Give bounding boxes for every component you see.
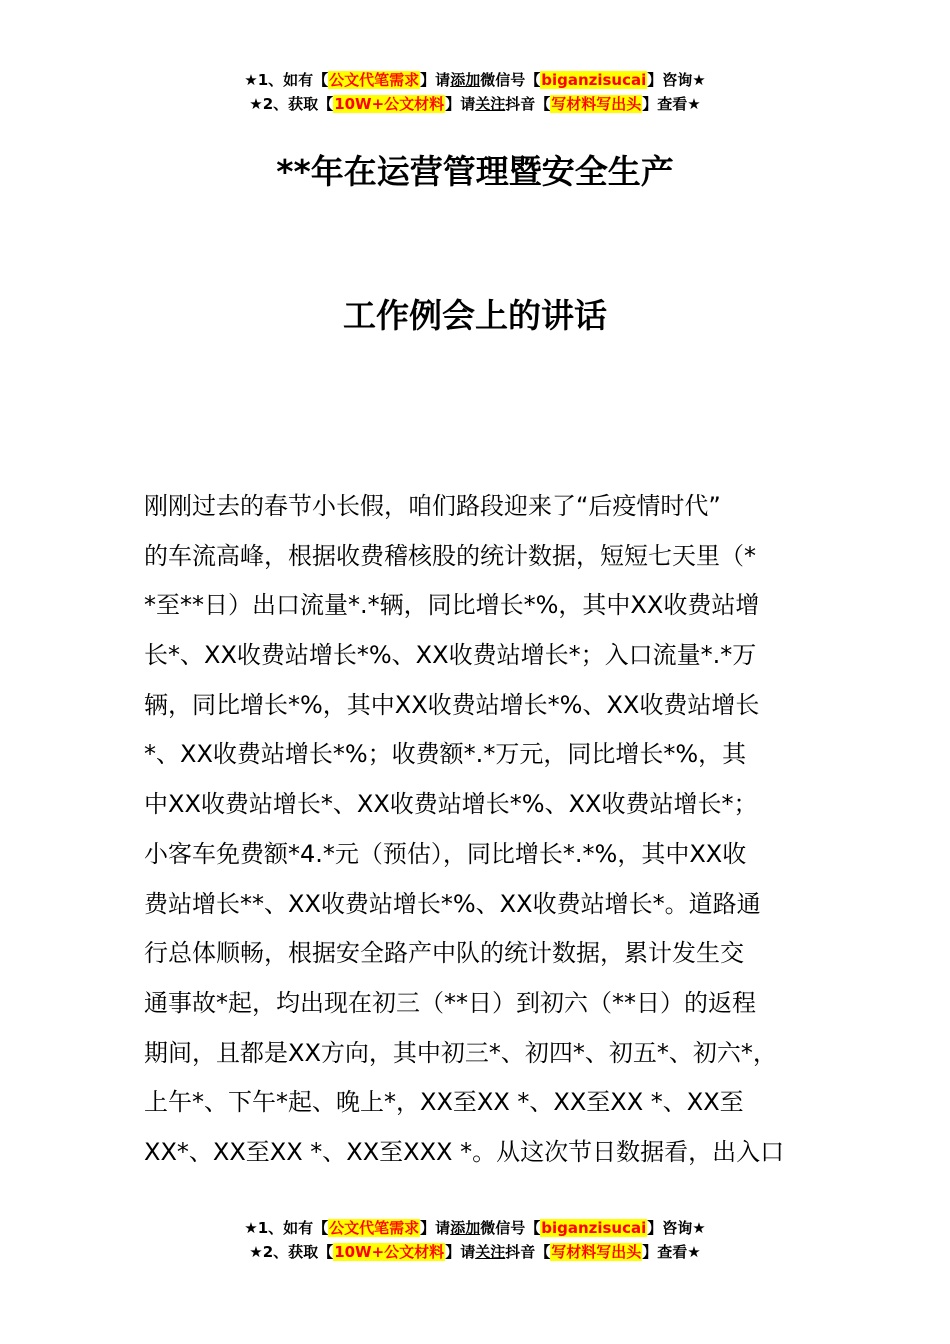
banner-highlight: 写材料写出头 [551,1243,642,1261]
banner-text: ★1、如有【 [244,71,329,89]
document-title-line-1: **年在运营管理暨安全生产 [276,152,674,191]
banner-highlight: 公文代笔需求 [329,1219,420,1237]
body-line: 费站增长**、XX收费站增长*%、XX收费站增长*。道路通 [144,889,761,918]
banner-text: 】请 [420,1219,451,1237]
banner-underlined: 添加 [450,71,481,89]
banner-text: ★2、获取【 [249,95,334,113]
banner-underlined: 添加 [450,1219,481,1237]
banner-text: ★2、获取【 [249,1243,334,1261]
body-paragraph [144,482,824,1178]
banner-highlight: biganzisucai [541,71,647,89]
body-line: *至**日）出口流量*.*辆，同比增长*%，其中XX收费站增 [144,591,760,620]
banner-text: 微信号【 [480,1219,541,1237]
body-line: 小客车免费额*4.*元（预估），同比增长*.*%，其中XX收 [144,839,747,868]
banner-text: 】请 [420,71,451,89]
banner-text: 抖音【 [505,95,551,113]
banner-text: 】查看★ [642,1243,701,1261]
banner-highlight: 写材料写出头 [551,95,642,113]
body-line: *、XX收费站增长*%；收费额*.*万元，同比增长*%，其 [144,740,747,769]
banner-line-1 [0,68,950,92]
body-line: 上午*、下午*起、晚上*，XX至XX *、XX至XX *、XX至 [144,1088,744,1117]
banner-text: 】咨询★ [647,71,706,89]
banner-highlight: 公文代笔需求 [329,71,420,89]
body-line: 刚刚过去的春节小长假，咱们路段迎来了“后疫情时代” [144,492,721,520]
banner-text: 抖音【 [505,1243,551,1261]
header-banner [0,68,950,116]
banner-text: 】咨询★ [647,1219,706,1237]
banner-text: ★1、如有【 [244,1219,329,1237]
body-line: 长*、XX收费站增长*%、XX收费站增长*；入口流量*.*万 [144,641,757,670]
banner-text: 微信号【 [480,71,541,89]
body-line: XX*、XX至XX *、XX至XXX *。从这次节日数据看，出入口 [144,1137,785,1166]
banner-highlight: biganzisucai [541,1219,647,1237]
banner-text: 】请 [445,95,476,113]
body-line: 期间，且都是XX方向，其中初三*、初四*、初五*、初六*， [144,1038,777,1067]
body-line: 行总体顺畅，根据安全路产中队的统计数据，累计发生交 [144,939,744,968]
banner-underlined: 关注 [475,95,506,113]
body-line: 辆，同比增长*%，其中XX收费站增长*%、XX收费站增长 [144,690,760,719]
banner-highlight: 10W+公文材料 [334,95,445,113]
banner-line-2 [0,1240,950,1264]
footer-banner [0,1216,950,1264]
document-title-line-2: 工作例会上的讲话 [343,296,607,335]
body-line: 通事故*起，均出现在初三（**日）到初六（**日）的返程 [144,988,756,1017]
banner-line-1 [0,1216,950,1240]
banner-underlined: 关注 [475,1243,506,1261]
banner-text: 】请 [445,1243,476,1261]
banner-line-2 [0,92,950,116]
banner-text: 】查看★ [642,95,701,113]
body-line: 中XX收费站增长*、XX收费站增长*%、XX收费站增长*； [144,790,758,819]
body-line: 的车流高峰，根据收费稽核股的统计数据，短短七天里（* [144,541,756,570]
banner-highlight: 10W+公文材料 [334,1243,445,1261]
